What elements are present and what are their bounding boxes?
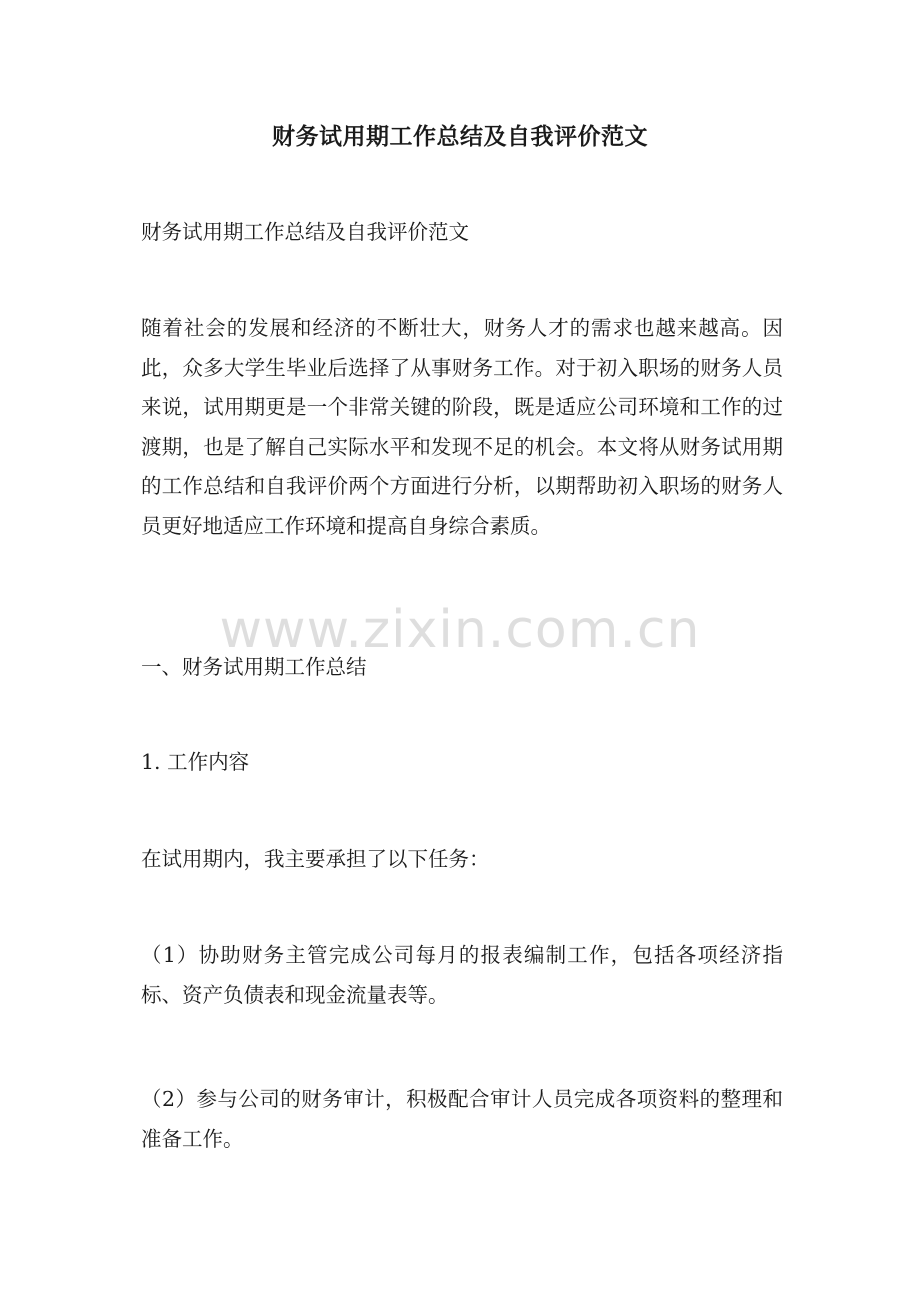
task-item-1: （1）协助财务主管完成公司每月的报表编制工作，包括各项经济指标、资产负债表和现金流量表等。 xyxy=(141,943,783,1007)
document-title: 财务试用期工作总结及自我评价范文 xyxy=(272,123,648,150)
task-item-2: （2）参与公司的财务审计，积极配合审计人员完成各项资料的整理和准备工作。 xyxy=(141,1087,783,1151)
document-subtitle: 财务试用期工作总结及自我评价范文 xyxy=(141,220,469,244)
subsection-heading: 1. 工作内容 xyxy=(141,750,250,774)
intro-paragraph: 随着社会的发展和经济的不断壮大，财务人才的需求也越来越高。因此，众多大学生毕业后选择了从事财务工作。对于初入职场的财务人员来说，试用期更是一个非常关键的阶段，既是适应公司环境和工作的过渡期，也是了解自己实际水平和发现不足的机会。本文将从财务试用期的工作总结和自我评价两个方面进行分析，以期帮助初入职场的财务人员更好地适应工作环境和提高自身综合素质。 xyxy=(141,316,783,538)
tasks-intro-paragraph: 在试用期内，我主要承担了以下任务： xyxy=(141,847,490,871)
section-heading: 一、财务试用期工作总结 xyxy=(141,655,367,679)
watermark-text: www.zixin.com.cn xyxy=(219,600,701,660)
